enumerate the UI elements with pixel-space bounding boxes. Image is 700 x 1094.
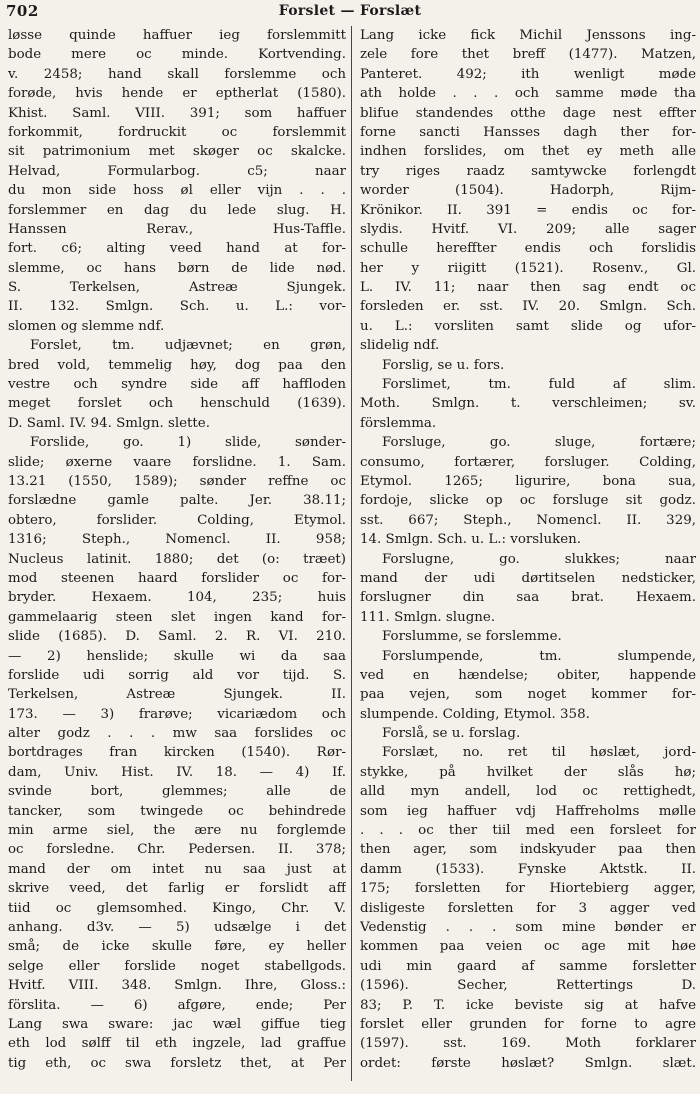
text-line: Forslugne, go. slukkes; naar: [382, 551, 696, 567]
text-line: Forslå, se u. forslag.: [382, 726, 521, 742]
text-line: v. 2458; hand skall forslemme och: [8, 66, 346, 82]
text-line: Etymol. 1265; ligurire, bona sua,: [360, 473, 696, 489]
text-line: fort. c6; alting veed hand at for-: [8, 241, 346, 257]
text-line: L. IV. 11; naar then sag endt oc: [360, 280, 696, 296]
text-line: zele fore thet breff (1477). Matzen,: [360, 47, 696, 63]
text-line: meget forslet och henschuld (1639).: [8, 396, 346, 412]
text-line: S. Terkelsen, Astreæ Sjungek.: [8, 280, 346, 296]
right-column: [360, 26, 696, 1086]
text-line: Terkelsen, Astreæ Sjungek. II.: [8, 687, 346, 703]
text-line: D. Saml. IV. 94. Smlgn. slette.: [8, 415, 210, 431]
text-line: udi min gaard af samme forsletter: [360, 958, 696, 974]
text-line: then ager, som indskyuder paa then: [360, 842, 696, 858]
text-line: . . . oc ther tiil med een forsleet for: [360, 823, 696, 839]
text-line: Helvad, Formularbog. c5; naar: [8, 163, 346, 179]
text-line: u. L.: vorsliten samt slide og ufor-: [360, 318, 696, 334]
page-header: [0, 0, 700, 24]
column-divider: [351, 26, 352, 1081]
left-column: [8, 26, 346, 1086]
text-line: Forslig, se u. fors.: [382, 357, 505, 373]
text-line: forsleden er. sst. IV. 20. Smlgn. Sch.: [360, 299, 696, 315]
text-line: forslide udi sorrig ald vor tijd. S.: [8, 667, 346, 683]
text-line: damm (1533). Fynske Aktstk. II.: [360, 861, 696, 877]
text-line: slumpende. Colding, Etymol. 358.: [360, 706, 590, 722]
text-line: forslemmer en dag du lede slug. H.: [8, 202, 346, 218]
text-line: Nucleus latinit. 1880; det (o: træet): [8, 551, 346, 567]
text-line: sit patrimonium met skøger oc skalcke.: [8, 144, 346, 160]
text-line: oc forsledne. Chr. Pedersen. II. 378;: [8, 842, 346, 858]
text-line: (1597). sst. 169. Moth forklarer: [360, 1036, 696, 1052]
text-line: disligeste forsletten for 3 agger ved: [360, 900, 696, 916]
text-line: — 2) henslide; skulle wi da saa: [8, 648, 346, 664]
text-line: stykke, på hvilket der slås hø;: [360, 764, 696, 780]
text-line: mand der om intet nu saa just at: [8, 861, 346, 877]
text-line: skrive veed, det farlig er forslidt aff: [8, 881, 346, 897]
text-line: tig eth, oc swa forsletz thet, at Per: [8, 1055, 346, 1071]
text-line: consumo, fortærer, forsluger. Colding,: [360, 454, 696, 470]
running-title: Forslet — Forslæt: [278, 3, 422, 19]
text-line: blifue standendes otthe dage nest effter: [360, 105, 696, 121]
text-line: 175; forsletten for Hiortebierg agger,: [360, 881, 696, 897]
text-line: II. 132. Smlgn. Sch. u. L.: vor-: [8, 299, 346, 315]
text-line: schulle hereffter endis och forslidis: [360, 241, 696, 257]
text-line: her y riigitt (1521). Rosenv., Gl.: [360, 260, 696, 276]
text-line: mod steenen haard forslider oc for-: [8, 570, 346, 586]
text-line: paa vejen, som noget kommer for-: [360, 687, 696, 703]
text-line: anhang. d3v. — 5) udsælge i det: [8, 919, 346, 935]
text-line: Forslumpende, tm. slumpende,: [382, 648, 696, 664]
text-line: Krönikor. II. 391 = endis oc for-: [360, 202, 696, 218]
text-line: gammelaarig steen slet ingen kand for-: [8, 609, 346, 625]
text-line: bred vold, temmelig høy, dog paa den: [8, 357, 346, 373]
text-line: worder (1504). Hadorph, Rijm-: [360, 183, 696, 199]
text-line: Lang icke fick Michil Jenssons ing-: [360, 28, 696, 43]
text-line: du mon side hoss øl eller vijn . . .: [8, 183, 346, 199]
text-line: Forslæt, no. ret til høslæt, jord-: [382, 745, 696, 761]
text-line: Panteret. 492; ith wenligt møde: [360, 66, 696, 82]
text-line: forne sancti Hansses dagh ther for-: [360, 124, 696, 140]
text-line: förslemma.: [360, 415, 437, 431]
text-line: bryder. Hexaem. 104, 235; huis: [8, 590, 346, 606]
text-line: 1316; Steph., Nomencl. II. 958;: [8, 532, 346, 548]
text-line: mand der udi dørtitselen nedsticker,: [360, 570, 696, 586]
text-line: som ieg haffuer vdj Haffreholms mølle: [360, 803, 696, 819]
text-line: slide; øxerne vaare forslidne. 1. Sam.: [8, 454, 346, 470]
page-number: 702: [6, 2, 39, 20]
text-line: alld myn andell, lod oc rettighedt,: [360, 784, 696, 800]
text-line: 13.21 (1550, 1589); sønder reffne oc: [8, 473, 346, 489]
text-line: try riges raadz samtywcke forlengdt: [360, 163, 696, 179]
text-line: tiid oc glemsomhed. Kingo, Chr. V.: [8, 900, 346, 916]
text-line: Forslide, go. 1) slide, sønder-: [30, 435, 346, 451]
text-line: Forslimet, tm. fuld af slim.: [382, 377, 696, 393]
text-line: ordet: første høslæt? Smlgn. slæt.: [360, 1055, 696, 1071]
text-line: 83; P. T. icke beviste sig at hafve: [360, 997, 696, 1013]
text-line: 173. — 3) frarøve; vicariædom och: [8, 706, 346, 722]
text-line: indhen forslides, om thet ey meth alle: [360, 144, 696, 160]
text-line: sst. 667; Steph., Nomencl. II. 329,: [360, 512, 696, 528]
text-line: slemme, oc hans børn de lide nød.: [8, 260, 346, 276]
text-line: forslet eller grunden for forne to agre: [360, 1016, 696, 1032]
text-line: slide (1685). D. Saml. 2. R. VI. 210.: [8, 629, 346, 645]
text-line: Forsluge, go. sluge, fortære;: [382, 435, 696, 451]
text-line: slydis. Hvitf. VI. 209; alle sager: [360, 221, 696, 237]
text-line: kommen paa veien oc age mit høe: [360, 939, 696, 955]
text-line: forslugner din saa brat. Hexaem.: [360, 590, 696, 606]
text-line: 111. Smlgn. slugne.: [360, 609, 496, 625]
text-line: dam, Univ. Hist. IV. 18. — 4) If.: [8, 764, 346, 780]
text-line: svinde bort, glemmes; alle de: [8, 784, 346, 800]
text-line: alter godz . . . mw saa forslides oc: [8, 726, 346, 742]
text-line: Lang swa sware: jac wæl giffue tieg: [8, 1016, 346, 1032]
text-line: forslædne gamle palte. Jer. 38.11;: [8, 493, 346, 509]
text-line: fordoje, slicke op oc forsluge sit godz.: [360, 493, 696, 509]
text-line: Forslumme, se forslemme.: [382, 629, 562, 645]
text-line: ath holde . . . och samme møde tha: [360, 86, 696, 102]
text-line: eth lod sølff til eth ingzele, lad graffue: [8, 1036, 346, 1052]
text-line: min arme siel, the ære nu forglemde: [8, 823, 346, 839]
text-line: selge eller forslide noget stabellgods.: [8, 958, 346, 974]
text-line: tancker, som twingede oc behindrede: [8, 803, 346, 819]
text-line: bortdrages fran kircken (1540). Rør-: [8, 745, 346, 761]
text-line: små; de icke skulle føre, ey heller: [8, 939, 346, 955]
text-line: förslita. — 6) afgøre, ende; Per: [8, 997, 346, 1013]
text-line: Moth. Smlgn. t. verschleimen; sv.: [360, 396, 696, 412]
text-line: løsse quinde haffuer ieg forslemmitt: [8, 28, 346, 43]
text-line: 14. Smlgn. Sch. u. L.: vorsluken.: [360, 532, 582, 548]
text-line: forøde, hvis hende er eptherlat (1580).: [8, 86, 346, 102]
text-line: slidelig ndf.: [360, 338, 440, 354]
text-line: vestre och syndre side aff haffloden: [8, 377, 346, 393]
text-line: bode mere oc minde. Kortvending.: [8, 47, 346, 63]
text-line: Hvitf. VIII. 348. Smlgn. Ihre, Gloss.:: [8, 978, 346, 994]
text-line: Hanssen Rerav., Hus-Taffle.: [8, 221, 346, 237]
text-line: Khist. Saml. VIII. 391; som haffuer: [8, 105, 346, 121]
text-line: obtero, forslider. Colding, Etymol.: [8, 512, 346, 528]
text-line: ved en hændelse; obiter, happende: [360, 667, 696, 683]
text-line: slomen og slemme ndf.: [8, 318, 165, 334]
text-line: forkommit, fordruckit oc forslemmit: [8, 124, 346, 140]
text-line: (1596). Secher, Rettertings D.: [360, 978, 696, 994]
text-line: Forslet, tm. udjævnet; en grøn,: [30, 338, 346, 354]
text-line: Vedenstig . . . som mine bønder er: [360, 919, 696, 935]
